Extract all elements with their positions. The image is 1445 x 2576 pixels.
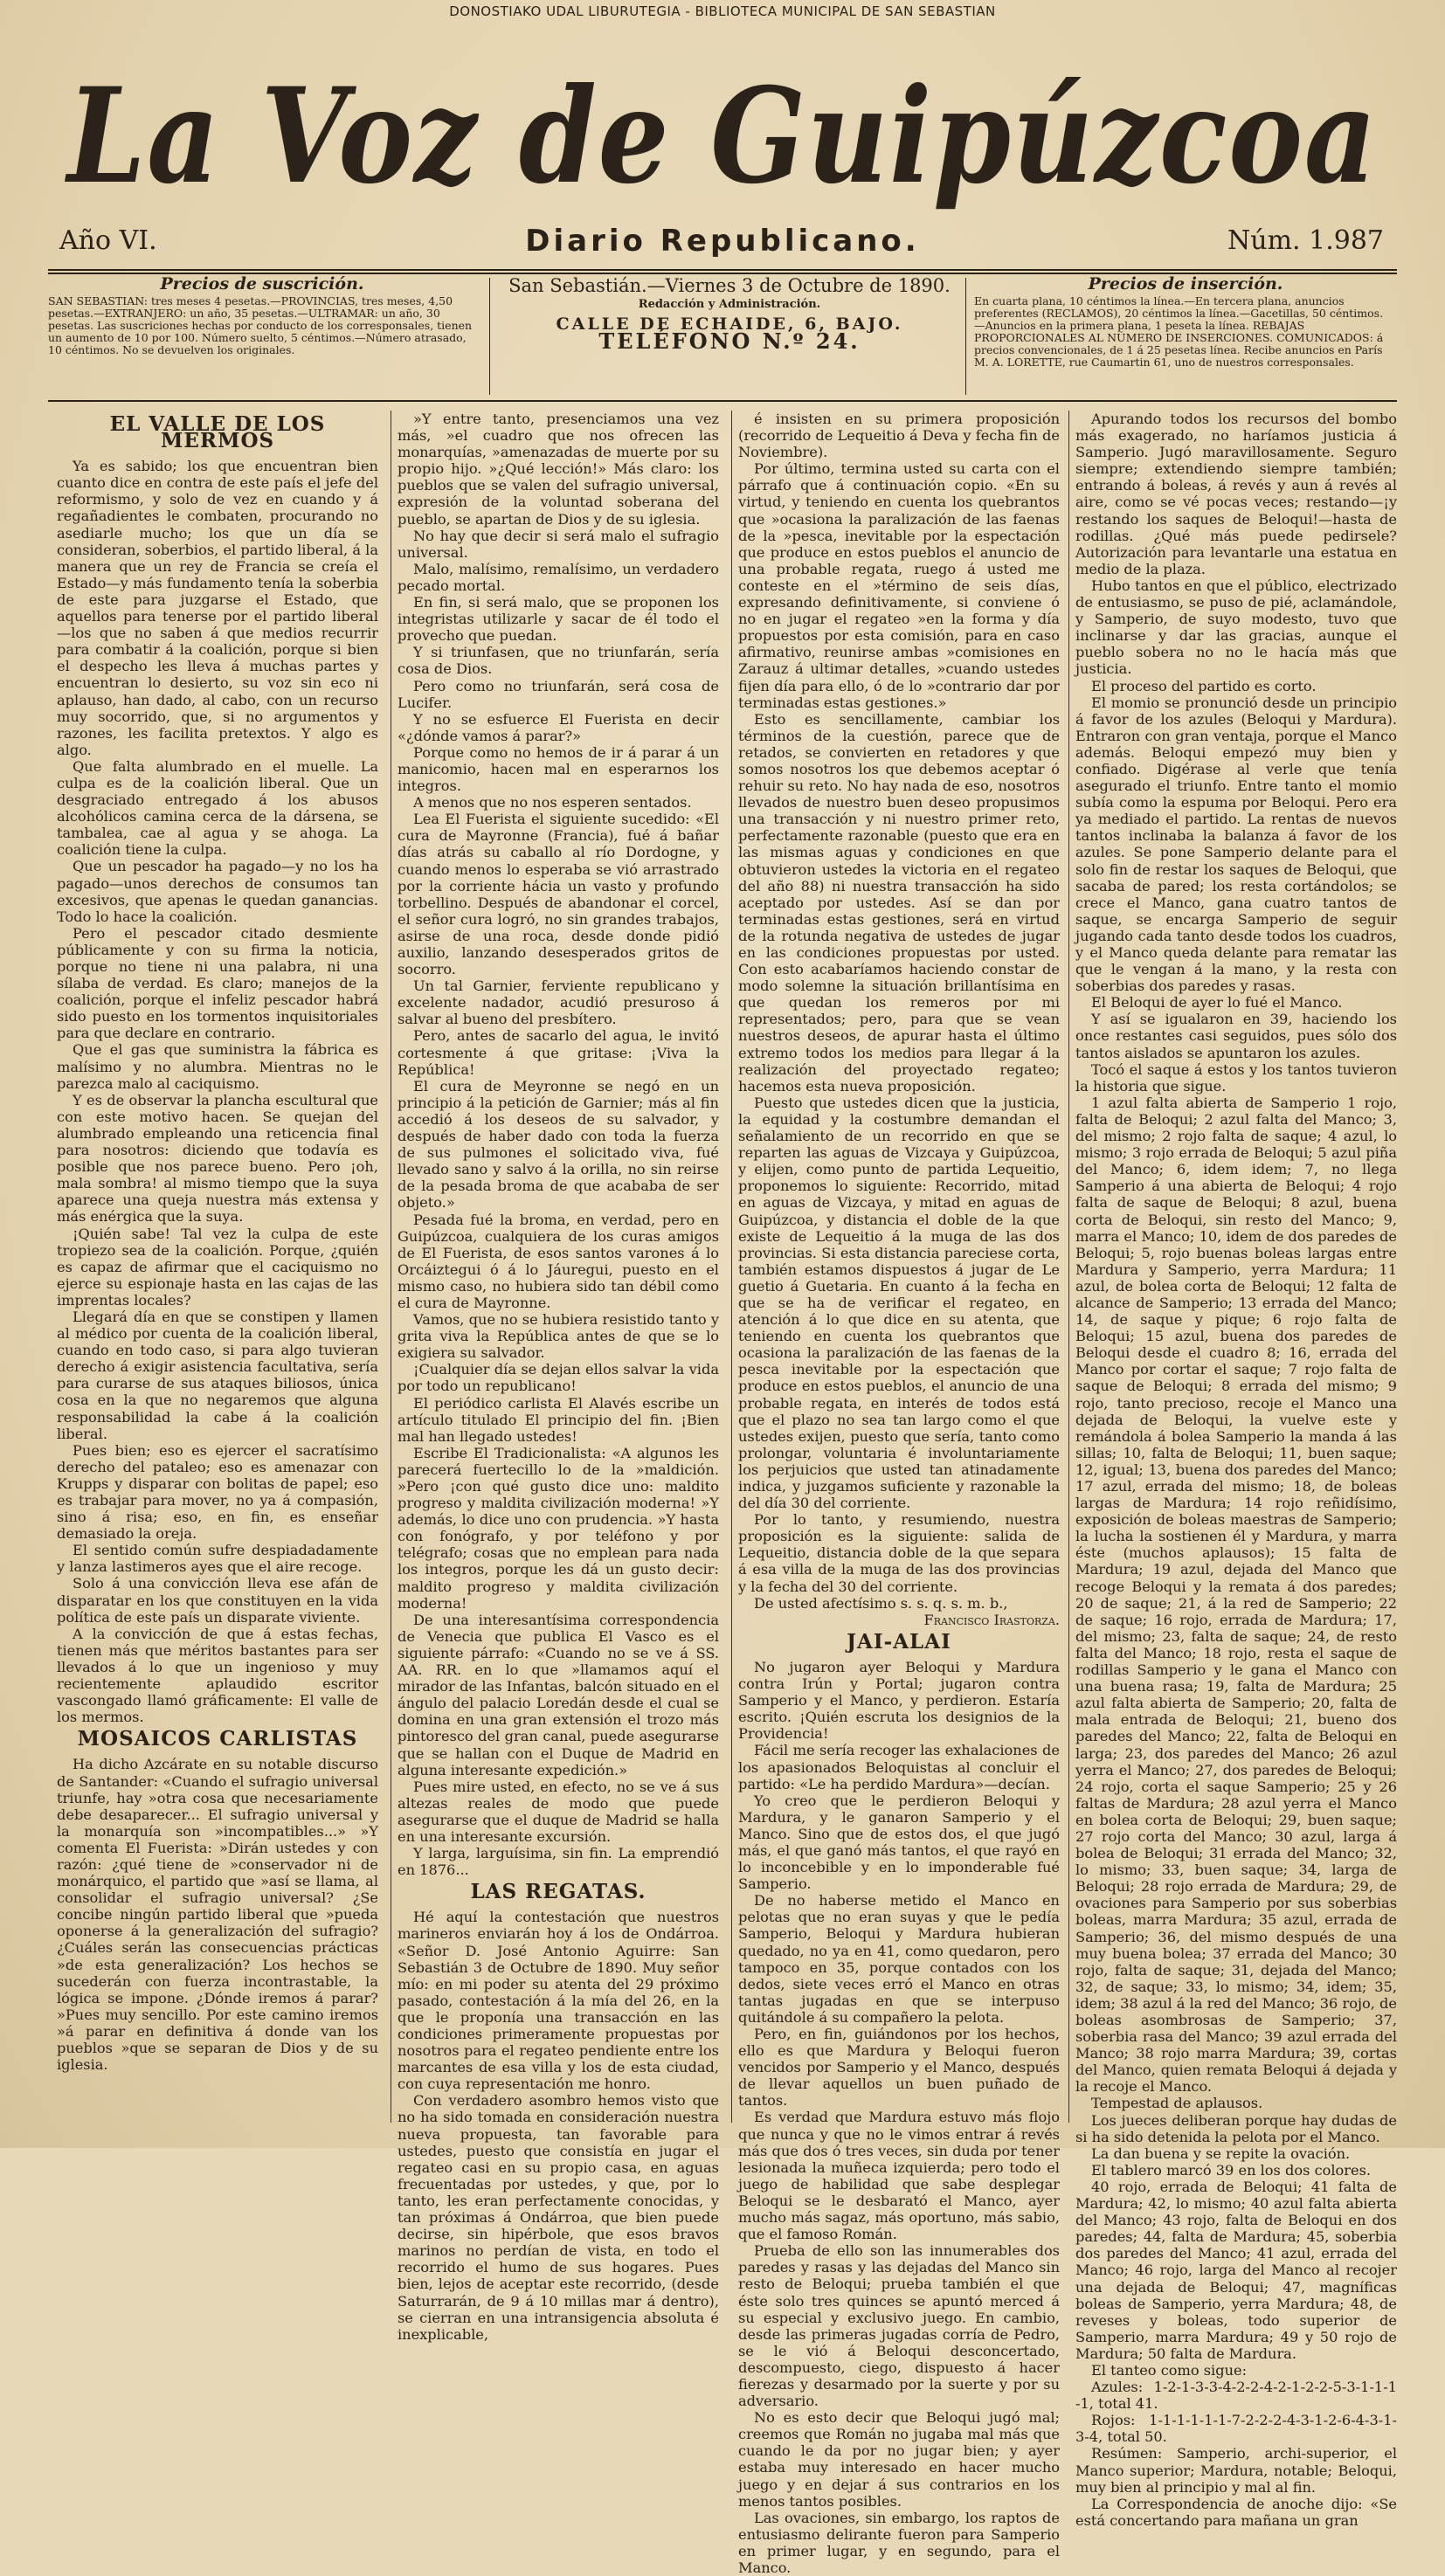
paragraph: Que un pescador ha pagado—y no los ha pagado—unos derechos de consumos tan excesivos, que apenas le quedan ganancias. Todo lo hace la coalición. [57, 858, 378, 925]
paragraph: El momio se pronunció desde un principio á favor de los azules (Beloqui y Mardura). Entraron con gran ventaja, porque el Manco además. Beloqui empezó muy bien y confiado. Digérase al verle que tenía asegurado el triunfo. Entre tanto el momio subía como la espuma por Beloqui. Pero era ya mediado el partido. La rentas de nuevos tantos inclinaba la balanza á favor de los azules. Se pone Samperio delante para el solo fin de restar los saques de Beloqui, que sacaba de pared; los resta cortándolos; se crece el Manco, gana cuatro tantos de saque, se encarga Samperio de seguir jugando cada tanto desde todos los cuadros, y el Manco queda delante para rematar las que le vengan á la mano, y la resta con soberbias dos paredes y rasas. [1075, 694, 1397, 995]
paragraph: ¡Quién sabe! Tal vez la culpa de este tropiezo sea de la coalición. Porque, ¿quién es capaz de afirmar que el caciquismo no ejerce su espionaje hasta en las cajas de las imprentas locales? [57, 1225, 378, 1309]
article-columns [48, 411, 1397, 2576]
paragraph: El cura de Meyronne se negó en un principio á la petición de Garnier; más al fin accedió á los deseos de su salvador, y después de haber dado con toda la fuerza de sus pulmones el solicitado viva, fué llevado sano y salvo á la orilla, no sin reirse de la pesada broma de que acababa de ser objeto.» [398, 1077, 719, 1212]
paragraph: El Beloqui de ayer lo fué el Manco. [1091, 994, 1343, 1012]
phone: TELÉFONO N.º 24. [598, 328, 861, 354]
paragraph: El sentido común sufre despiadadamente y lanza lastimeros ayes que el aire recoge. [57, 1542, 378, 1576]
paragraph: Por lo tanto, y resumiendo, nuestra proposición es la siguiente: salida de Lequeitio, distancia doble de la que separa á esa villa de la muga de las dos provincias y la fecha del 30 del corriente. [738, 1511, 1060, 1595]
paragraph: Las ovaciones, sin embargo, los raptos de entusiasmo delirante fueron para Samperio en primer lugar, y en segundo, para el Manco. [738, 2509, 1060, 2576]
divider [48, 400, 1397, 402]
paragraph: La dan buena y se repite la ovación. [1091, 2144, 1351, 2162]
paragraph: Prueba de ello son las innumerables dos paredes y rasas y las dejadas del Manco sin resto de Beloqui; prueba también el que éste solo tres quinces se apuntó merced á su especial y exclusivo juego. En cambio, desde las primeras jugadas corría de Pedro, se le vió á Beloqui desconcertado, descompuesto, ciego, dispuesto á hacer fierezas y desarmado por la suerte y por su adversario. [738, 2242, 1060, 2410]
paragraph: Un tal Garnier, ferviente republicano y excelente nadador, acudió presuroso á salvar al bueno del presbítero. [398, 977, 719, 1028]
paragraph: De una interesantísima correspondencia de Venecia que publica El Vasco es el siguiente párrafo: «Cuando no se ve á SS. AA. RR. en lo que »llamamos aquí el mirador de las Infantas, balcón situado en el ángulo del palacio Loredán desde el cual se domina en una gran extensión el trozo más pintoresco del gran canal, puede asegurarse que se hallan con el Duque de Madrid en alguna interesante expedición.» [398, 1611, 719, 1778]
paragraph: Ha dicho Azcárate en su notable discurso de Santander: «Cuando el sufragio universal triunfe, hay »otra cosa que necesariamente debe desaparecer... El sufragio universal y la monarquía son »incompatibles...» »Y comenta El Fuerista: »Dirán ustedes y con razón: ¿qué tiene de »conservador ni de monárquico, el partido que »así se llama, al consolidar el sufragio universal? ¿Se concibe ningún partido liberal que »pueda oponerse á la generalización del sufragio? ¿Cuáles serán las consecuencias prácticas »de esta generalización? Los hechos se sucederán con fuerza incontrastable, la lógica se impone. ¿Dónde iremos á parar? »Pues muy sencillo. Por este camino iremos »á parar en definitiva á donde van los pueblos »que se separan de Dios y de su iglesia. [57, 1756, 378, 2074]
paragraph: Ya es sabido; los que encuentran bien cuanto dice en contra de este país el jefe del reformismo, y solo de vez en cuando y á regañadientes le combaten, procurando no asediarle mucho; los que un día se consideran, soberbios, el partido liberal, á la manera que un rey de Francia se creía el Estado—y más fundamento tenía la soberbia de este para juzgarse el Estado, que aquellos para tenerse por el partido liberal—los que no saben á que medios recurrir para combatir á la coalición, porque si bien el despecho les lleva á muchas partes y encuentran lo desierto, su voz sin eco ni aplauso, han dado, al cabo, con un recurso muy socorrido, que, si no argumentos y razones, les facilita pretextos. Y algo es algo. [57, 458, 378, 758]
paragraph: Es verdad que Mardura estuvo más flojo que nunca y que no le vimos entrar á revés más que dos ó tres veces, sin duda por tener lesionada la muñeca izquierda; pero todo el juego de habilidad que sabe desplegar Beloqui se le desbarató el Manco, ayer mucho más sagaz, más oportuno, más sabio, que el famoso Román. [738, 2109, 1060, 2243]
paragraph: Y no se esfuerce El Fuerista en decir «¿dónde vamos á parar?» [398, 710, 719, 744]
paragraph: No jugaron ayer Beloqui y Mardura contra Irún y Portal; jugaron contra Samperio y el Manco, y perdieron. Estaría escrito. ¡Quién escruta los designios de la Providencia! [738, 1658, 1060, 1743]
column-4 [1075, 411, 1397, 2529]
paragraph: Pues mire usted, en efecto, no se ve á sus altezas reales de modo que puede asegurarse que el duque de Madrid se halla en una interesante excursión. [398, 1778, 719, 1845]
paragraph: Solo á una convicción lleva ese afán de disparatar en los que constituyen en la vida política de este país un disparate viviente. [57, 1575, 378, 1626]
paragraph: Pues bien; eso es ejercer el sacratísimo derecho del pataleo; eso es amenazar con Krupps y disparar con bolitas de papel; eso es trabajar para mover, no ya á compasión, sino á risa; eso, en fin, es enseñar demasiado la oreja. [57, 1441, 378, 1543]
paragraph: De no haberse metido el Manco en pelotas que no eran suyas y que le pedía Samperio, Beloqui y Mardura hubieran quedado, no ya en 41, como quedaron, pero tampoco en 35, porque contados con los dedos, siete veces erró el Manco en otras tantas jugadas en que se interpuso quitándole á su compañero la pelota. [738, 1892, 1060, 2026]
insertion-box [974, 274, 1397, 395]
paragraph: No es esto decir que Beloqui jugó mal; creemos que Román no jugaba mal más que cuando le da por no jugar bien; y ayer estaba muy interesado en hacer mucho juego y en dejar á sus contrarios en los menos tantos posibles. [738, 2409, 1060, 2510]
center-info-box [502, 275, 957, 395]
divider [489, 278, 490, 395]
paragraph: Fácil me sería recoger las exhalaciones de los apasionados Beloquistas al concluir el partido: «Le ha perdido Mardura»—decían. [738, 1742, 1060, 1792]
year-label: Año VI. [59, 225, 157, 256]
divider [965, 278, 966, 395]
paragraph: Pero, antes de sacarlo del agua, le invitó cortesmente á que gritase: ¡Viva la República! [398, 1027, 719, 1078]
paragraph: Lea El Fuerista el siguiente sucedido: «El cura de Mayronne (Francia), fué á bañar días atrás su caballo al río Dordogne, y cuando menos lo esperaba se vió arrastrado por la corriente hácia un vasto y profundo torbellino. Después de abandonar el corcel, el señor cura logró, no sin grandes trabajos, asirse de una roca, desde donde pidió auxilio, lanzando desesperados gritos de socorro. [398, 811, 719, 978]
article-title: JAI-ALAI [847, 1629, 951, 1654]
paragraph: Hé aquí la contestación que nuestros marineros enviarán hoy á los de Ondárroa. «Señor D. José Antonio Aguirre: San Sebastián 3 de Octubre de 1890. Muy señor mío: en mi poder su atenta del 29 próximo pasado, contestación á la mía del 26, en la que le proponía una transacción en las condiciones primeramente propuestas por nosotros para el regateo pendiente entre los marcantes de esa villa y los de esta ciudad, con cuya representación me honro. [398, 1909, 719, 2093]
paragraph: El proceso del partido es corto. [1091, 677, 1317, 694]
paragraph: Resúmen: Samperio, archi-superior, el Manco superior; Mardura, notable; Beloqui, muy bien al principio y mal al fin. [1075, 2445, 1397, 2496]
paragraph: Esto es sencillamente, cambiar los términos de la cuestión, parece que de retados, se convierten en retadores y que somos nosotros los que debemos aceptar ó rehuir su reto. No hay nada de eso, nosotros llevados de nuestro buen deseo propusimos una transacción y ni nuestro primer reto, perfectamente razonable (puesto que era en las mismas aguas y condiciones en que obtuvieron ustedes la victoria en el regateo del año 88) ni nuestra transacción ha sido aceptado por ustedes. Así se dan por terminadas estas gestiones, será en virtud de la rotunda negativa de ustedes de jugar en las condiciones propuestas por usted. Con esto acabaríamos haciendo constar de modo solemne la situación brillantísima en que quedan los remeros por mi representados; pero, para que se vean nuestros deseos, de apurar hasta el último extremo todos los medios para llegar á la realización del proyectado regateo; hacemos esta nueva proposición. [738, 710, 1060, 1095]
address: CALLE DE ECHAIDE, 6, BAJO. [556, 314, 903, 334]
paragraph: Escribe El Tradicionalista: «A algunos les parecerá fuertecillo lo de la »maldición. »Pero ¡con qué gusto dice uno: maldito progreso y maldita civilización moderna! »Y además, lo dice uno con prudencia. »Y hasta con fonógrafo, y por teléfono y por telégrafo; cosas que no emplean para nada los integros, porque les dá un gusto decir: maldito progreso y maldita civilización moderna! [398, 1444, 719, 1612]
paragraph: Rojos: 1-1-1-1-1-1-7-2-2-2-4-3-1-2-6-4-3-1-3-4, total 50. [1075, 2412, 1397, 2446]
masthead [52, 51, 1393, 217]
paragraph: El periódico carlista El Alavés escribe un artículo titulado El principio del fin. ¡Bien mal han llegado ustedes! [398, 1394, 719, 1445]
paragraph: Apurando todos los recursos del bombo más exagerado, no haríamos justicia á Samperio. Jugó maravillosamente. Seguro siempre; extendiendo siempre también; entrando á boleas, á revés y aun á revés al aire, como se vé pocas veces; restando—¡y restando los saques de Beloqui!—hasta de rodillas. ¿Qué más puede pedirsele? Autorización para levantarle una estatua en medio de la plaza. [1075, 411, 1397, 577]
subtitle: Diario Republicano. [525, 224, 920, 259]
insertion-heading: Precios de inserción. [1088, 274, 1283, 294]
paragraph: Puesto que ustedes dicen que la justicia, la equidad y la costumbre demandan el señalamiento de un recorrido en que se reparten las aguas de Vizcaya y Guipúzcoa, y elijen, como punto de partida Lequeitio, proponemos lo siguiente: Recorrido, mitad en aguas de Vizcaya, y mitad en aguas de Guipúzcoa, y distancia el doble de la que existe de Lequeitio á la muga de las dos provincias. Si esta distancia pareciese corta, también estamos dispuestos á jugar de Le guetio á Guetaria. En cuanto á la fecha en que se ha de verificar el regateo, en atención á lo que dice en su atenta, que teniendo en cuenta los quebrantos que ocasiona la paralización de las faenas de la pesca inevitable por la espectación que produce en estos pueblos, el anuncio de una probable regata, en interés de todos está que el plazo no sea tan largo como el que ustedes exijen, puesto que sería, tanto como prolongar, voluntaria é involuntariamente los perjuicios que usted tan atinadamente indica, y juzgamos suficiente y razonable la del día 30 del corriente. [738, 1094, 1060, 1512]
paragraph: Y así se igualaron en 39, haciendo los once restantes casi seguidos, pues sólo dos tantos aislados se apuntaron los azules. [1075, 1011, 1397, 1061]
paragraph: Yo creo que le perdieron Beloqui y Mardura, y le ganaron Samperio y el Manco. Sino que de estos dos, el que jugó más, el que ganó más tantos, el que rayó en lo inconcebible y en lo imponderable fué Samperio. [738, 1792, 1060, 1893]
column-divider [1068, 411, 1069, 2123]
subscription-heading: Precios de suscrición. [160, 274, 364, 294]
paragraph: Azules: 1-2-1-3-3-4-2-2-4-2-1-2-2-5-3-1-1-1 -1, total 41. [1075, 2379, 1397, 2413]
issue-number: Núm. 1.987 [1227, 225, 1384, 256]
article-title: EL VALLE DE LOS MERMOS [109, 412, 326, 453]
paragraph: Por último, termina usted su carta con el párrafo que á continuación copio. «En su virtud, y teniendo en cuenta los quebrantos que »ocasiona la paralización de las faenas de la »pesca, inevitable por la espectación que produce en estos pueblos el anuncio de una probable regata, ruego á usted me conteste en el »término de seis días, expresando definitivamente, si conviene ó no en jugar el regateo »en la forma y día propuestos por esta comisión, para en caso afirmativo, reunirse ambas »comisiones en Zarauz á ultimar detalles, »cuando ustedes fijen día para ello, ó de lo »contrario dar por terminadas estas gestiones.» [738, 460, 1060, 711]
paragraph: Que falta alumbrado en el muelle. La culpa es de la coalición liberal. Que un desgraciado entregado á los abusos alcohólicos camina cerca de la dársena, se tambalea, cae al agua y se ahoga. La coalición tiene la culpa. [57, 757, 378, 859]
info-bar [48, 274, 1397, 395]
subscription-box [48, 274, 476, 395]
archive-header: DONOSTIAKO UDAL LIBURUTEGIA - BIBLIOTECA MUNICIPAL DE SAN SEBASTIAN [449, 3, 996, 19]
paragraph: El tanteo como sigue: [1091, 2361, 1248, 2379]
signature: Francisco Irastorza. [923, 1611, 1060, 1628]
paragraph: Vamos, que no se hubiera resistido tanto y grita viva la República antes de que se lo exigiera su salvador. [398, 1311, 719, 1362]
column-3 [738, 411, 1060, 2576]
issue-date: San Sebastián.—Viernes 3 de Octubre de 1890. [508, 275, 951, 296]
paragraph: Con verdadero asombro hemos visto que no ha sido tomada en consideración nuestra nueva propuesta, tan favorable para ustedes, puesto que consistía en jugar el regateo casi en su propio casa, en aguas frecuentadas por ustedes, y que, por lo tanto, les eran perfectamente conocidas, y tan próximas á Ondárroa, que bien puede decirse, sin hipérbole, que esos bravos marinos no perdían de vista, en todo el recorrido el humo de sus hogares. Pues bien, lejos de aceptar este recorrido, (desde Saturrarán, de 9 á 10 millas mar á dentro), se cierran en una intransigencia absoluta é inexplicable, [398, 2092, 719, 2343]
column-divider [731, 411, 732, 2123]
paragraph: Y es de observar la plancha escultural que con este motivo hacen. Se quejan del alumbrado empleando una reticencia final para nosotros: diciendo que todavía es posible que nos parece bueno. Pero ¡oh, mala sombra! al mismo tiempo que la suya aparece una queja nuestra más extensa y más enérgica que la suya. [57, 1091, 378, 1226]
paragraph: A la convicción de que á estas fechas, tienen más que méritos bastantes para ser llevados á lo que un ingenioso y muy recientemente aplaudido escritor vascongado llamó gráficamente: El valle de los mermos. [57, 1625, 378, 1726]
paragraph: Pero como no triunfarán, será cosa de Lucifer. [398, 677, 719, 711]
paragraph: No hay que decir si será malo el sufragio universal. [398, 527, 719, 561]
paragraph: Y si triunfasen, que no triunfarán, sería cosa de Dios. [398, 644, 719, 678]
paragraph: Pesada fué la broma, en verdad, pero en Guipúzcoa, cualquiera de los curas amigos de El Fuerista, de esos santos varones á lo Orcáiztegui ó á lo Jáuregui, puesto en el mismo caso, no hubiera sido tan débil como el cura de Mayronne. [398, 1211, 719, 1311]
paragraph: Tocó el saque á estos y los tantos tuvieron la historia que sigue. [1075, 1060, 1397, 1095]
paragraph: De usted afectísimo s. s. q. s. m. b., [754, 1594, 1008, 1612]
paragraph: ¡Cualquier día se dejan ellos salvar la vida por todo un republicano! [398, 1361, 719, 1395]
paragraph: Hubo tantos en que el público, electrizado de entusiasmo, se puso de pié, aclamándole, y Samperio, de suyo modesto, tuvo que inclinarse y dar las gracias, aunque el pueblo sobera no no le hacía más que justicia. [1075, 577, 1397, 678]
column-1 [57, 411, 378, 2123]
paragraph: La Correspondencia de anoche dijo: «Se está concertando para mañana un gran [1075, 2495, 1397, 2529]
redaccion-label: Redacción y Administración. [638, 298, 821, 311]
paragraph: 40 rojo, errada de Beloqui; 41 falta de Mardura; 42, lo mismo; 40 azul falta abierta del Manco; 43 rojo, falta de Beloqui en dos paredes; 44, falta de Mardura; 45, soberbia dos paredes del Manco; 41 azul, errada del Manco; 46 rojo, larga del Manco al recojer una dejada de Beloqui; 47, magníficas boleas de Samperio, yerra Mardura; 48, de reveses y boleas, todo superior de Samperio, marra Mardura; 49 y 50 rojo de Mardura; 50 falta de Mardura. [1075, 2178, 1397, 2362]
paragraph: Pero, en fin, guiándonos por los hechos, ello es que Mardura y Beloqui fueron vencidos por Samperio y el Manco, después de llevar aquellos un buen puñado de tantos. [738, 2026, 1060, 2110]
paragraph: 1 azul falta abierta de Samperio 1 rojo, falta de Beloqui; 2 azul falta del Manco; 3, del mismo; 2 rojo falta de saque; 4 azul, lo mismo; 3 rojo errada de Beloqui; 5 azul piña del Manco; 6, idem idem; 7, no llega Samperio á una abierta de Beloqui; 4 rojo falta de saque de Beloqui; 8 azul, buena corta de Beloqui, sin resto del Manco; 9, marra el Manco; 10, idem de dos paredes de Beloqui; 5, rojo buenas boleas largas entre Mardura y Samperio, yerra Mardura; 11 azul, de bolea corta de Beloqui; 12 falta de alcance de Samperio; 13 errada del Manco; 14, de saque y pique; 6 rojo falta de Beloqui; 15 azul, buena dos paredes de Beloqui desde el cuadro 8; 16, errada del Manco por cortar el saque; 7 rojo falta de saque de Beloqui; 8 errada del mismo; 9 rojo, tanto precioso, recoje el Manco una dejada de Beloqui, la vuelve este y remándola á bolea Samperio la manda á las sillas; 10, falta de Beloqui; 11, buen saque; 12, igual; 13, buena dos paredes del Manco; 17 azul, errada del mismo; 18, de boleas largas de Mardura; 14 rojo reñidísimo, exposición de boleas maestras de Samperio; la lucha la sostienen él y Mardura, y marra éste (muchos aplausos); 15 falta de Mardura; 19 azul, dejada del Manco que recoge Beloqui y la remata á dos paredes; 20 de saque; 21, á la red de Samperio; 22 de saque; 16 rojo, errada de Mardura; 17, del mismo; 23, falta de saque; 24, de resto falta del Manco; 18 rojo, resta el saque de rodillas Samperio y le gana el Manco con una buena rasa; 19, falta de Mardura; 25 azul falta abierta de Samperio; 20, falta de mala entrada de Beloqui; 21, bueno dos paredes del Manco; 22, falta de Beloqui en larga; 23, dos paredes del Manco; 26 azul yerra el Manco; 27, dos paredes de Beloqui; 24 rojo, corta el saque Samperio; 25 y 26 faltas de Mardura; 28 azul yerra el Manco en bolea corta de Beloqui; 29, buen saque; 27 rojo corta del Manco; 30 azul, larga á bolea de Beloqui; 31 errada del Manco; 32, lo mismo; 33, buen saque; 34, larga de Beloqui; 28 rojo errada de Mardura; 29, de ovaciones para Samperio por sus soberbias boleas, marra Mardura; 35 azul, errada de Samperio; 36, del mismo después de una muy buena bolea; 37 errada del Manco; 30 rojo, falta de saque; 31, dejada del Manco; 32, de saque; 33, lo mismo; 34, idem; 35, idem; 38 azul á la red del Manco; 36 rojo, de boleas asombrosas de Samperio; 37, soberbia rasa del Manco; 39 azul errada del Manco; 38 rojo marra Mardura; 39, cortas del Manco, quien remata Beloqui á dejada y la recoje el Manco. [1075, 1094, 1397, 2096]
paragraph: Que el gas que suministra la fábrica es malísimo y no alumbra. Mientras no le parezca malo al caciquismo. [57, 1041, 378, 1092]
article-title: MOSAICOS CARLISTAS [77, 1727, 358, 1751]
paragraph: »Y entre tanto, presenciamos una vez más, »el cuadro que nos ofrecen las monarquías, »amenazadas de muerte por su propio hijo. »¿Qué lección!» Más claro: los pueblos que se valen del sufragio universal, expresión de la voluntad soberana del pueblo, se apartan de Dios y de su iglesia. [398, 411, 719, 528]
paragraph: Pero el pescador citado desmiente públicamente y con su firma la noticia, porque no tiene ni una palabra, ni una sílaba de verdad. Es claro; manejos de la coalición, porque el infeliz pescador habrá sido puesto en los tormentos inquisitoriales para que declare en contrario. [57, 924, 378, 1042]
paragraph: El tablero marcó 39 en los dos colores. [1091, 2161, 1372, 2179]
paragraph: é insisten en su primera proposición (recorrido de Lequeitio á Deva y fecha fin de Noviembre). [738, 411, 1060, 461]
masthead-title-graphic [52, 51, 1393, 217]
column-2 [398, 411, 719, 2343]
paragraph: A menos que no nos esperen sentados. [413, 794, 692, 811]
paragraph: Llegará día en que se constipen y llamen al médico por cuenta de la coalición liberal, cuando en todo caso, si para algo tuvieran derecho á exigir asistencia facultativa, sería para curarse de sus ataques biliosos, única cosa en la que no negaremos que alguna responsabilidad la cabe á la coalición liberal. [57, 1308, 378, 1442]
paragraph: Malo, malísimo, remalísimo, un verdadero pecado mortal. [398, 560, 719, 594]
divider [48, 269, 1397, 271]
paragraph: Y larga, larguísima, sin fin. La emprendió en 1876... [398, 1845, 719, 1879]
insertion-text: En cuarta plana, 10 céntimos la línea.—En tercera plana, anuncios preferentes (RECLAMOS), 20 céntimos la línea.—Gacetillas, 50 céntimos. —Anuncios en la primera plana, 1 peseta la línea. REBAJAS PROPORCIONALES AL NÚMERO DE INSERCIONES. COMUNICADOS: á precios convencionales, de 1 á 25 pesetas línea. Recibe anuncios en París M. A. LORETTE, rue Caumartin 61, uno de nuestros corresponsales. [974, 294, 1384, 369]
article-title: LAS REGATAS. [470, 1880, 646, 1904]
paragraph: En fin, si será malo, que se proponen los integristas utilizarle y sacar de él todo el provecho que puedan. [398, 594, 719, 645]
subscription-text: SAN SEBASTIAN: tres meses 4 pesetas.—PROVINCIAS, tres meses, 4,50 pesetas.—EXTRANJERO: un año, 35 pesetas.—ULTRAMAR: un año, 30 pesetas. Las suscriciones hechas por conducto de los corresponsales, tienen un aumento de 10 por 100. Número suelto, 5 céntimos.—Número atrasado, 10 céntimos. No se devuelven los originales. [48, 294, 473, 356]
paragraph: Los jueces deliberan porque hay dudas de si ha sido detenida la pelota por el Manco. [1075, 2111, 1397, 2145]
paragraph: Tempestad de aplausos. [1091, 2095, 1263, 2112]
paragraph: Porque como no hemos de ir á parar á un manicomio, hacen mal en esperarnos los integros. [398, 743, 719, 795]
newspaper-title: La Voz de Guipúzcoa [64, 59, 1379, 213]
